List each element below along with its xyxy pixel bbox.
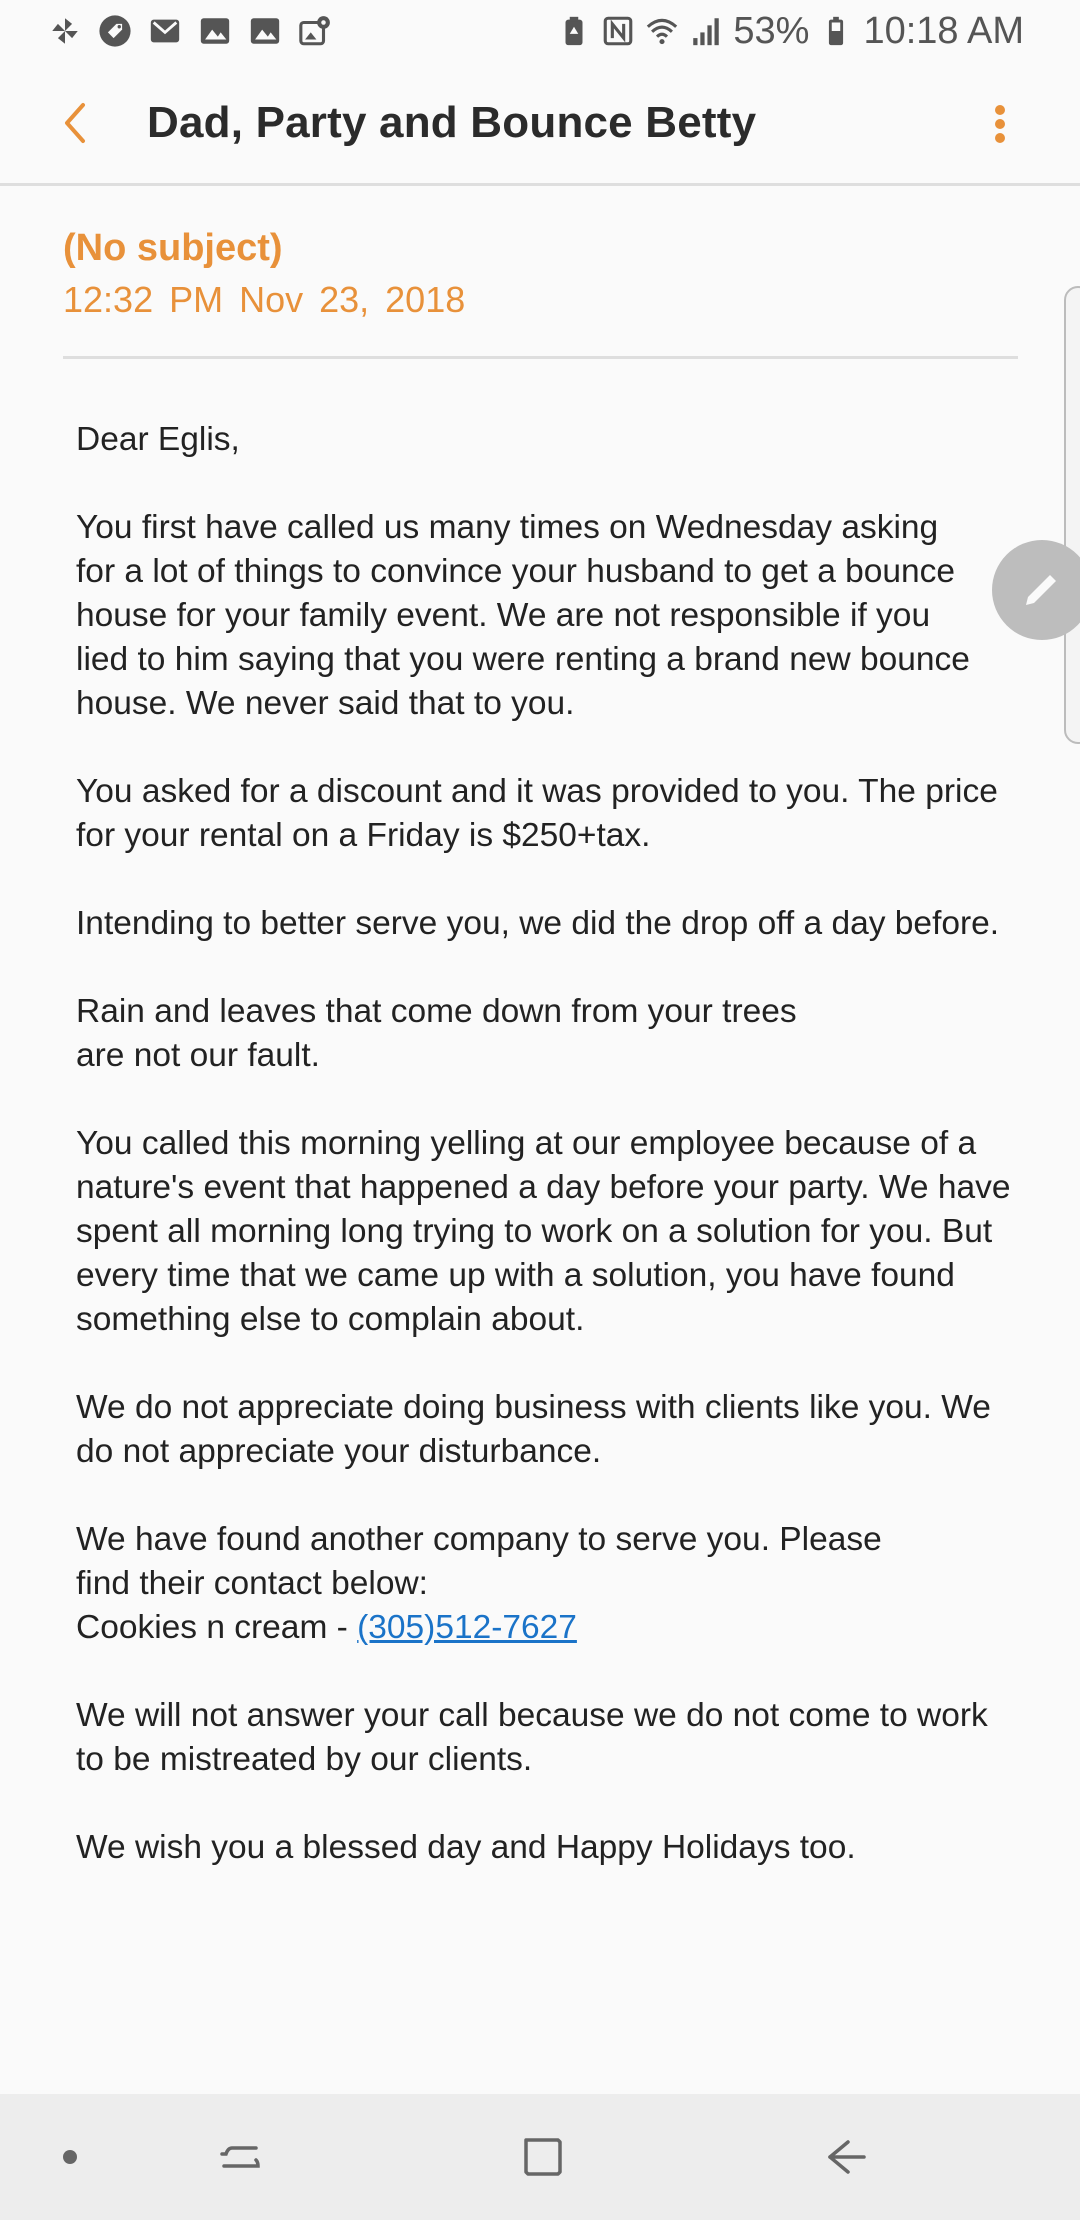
home-icon [518, 2132, 568, 2182]
chevron-left-icon [55, 95, 95, 151]
gallery-icon [198, 14, 232, 48]
header-divider [63, 356, 1018, 359]
clock: 10:18 AM [863, 9, 1024, 52]
email-header [63, 222, 1018, 326]
battery-percent: 53% [733, 9, 810, 52]
phone-link[interactable]: (305)512-7627 [357, 1609, 577, 1646]
email-body [76, 418, 1016, 1914]
conversation-title: Dad, Party and Bounce Betty [147, 97, 757, 147]
body-paragraph: Rain and leaves that come down from your trees are not our fault. [76, 993, 797, 1074]
email-datetime: 12:32 PM Nov 23, 2018 [63, 279, 466, 320]
back-button[interactable] [20, 61, 130, 185]
edge-panel-handle[interactable] [1064, 286, 1080, 744]
nav-dot-button[interactable] [30, 2094, 110, 2220]
body-paragraph: We wish you a blessed day and Happy Holidays too. [76, 1829, 856, 1866]
body-paragraph: Intending to better serve you, we did the drop off a day before. [76, 905, 1000, 942]
back-icon [822, 2132, 872, 2182]
gmail-icon [148, 14, 182, 48]
more-vert-icon [990, 96, 1010, 152]
tag-icon [98, 14, 132, 48]
pencil-icon [1016, 565, 1066, 615]
body-paragraph: Dear Eglis, [76, 421, 240, 458]
pinwheel-icon [48, 14, 82, 48]
gallery-icon [248, 14, 282, 48]
battery-saver-icon [557, 14, 591, 48]
recents-icon [216, 2132, 264, 2182]
more-options-button[interactable] [960, 62, 1040, 186]
battery-icon [819, 14, 853, 48]
location-image-icon [298, 14, 332, 48]
home-button[interactable] [493, 2094, 593, 2220]
back-nav-button[interactable] [797, 2094, 897, 2220]
wifi-icon [645, 14, 679, 48]
status-bar [0, 0, 1080, 62]
system-status [557, 10, 1080, 53]
body-paragraph: You first have called us many times on Wednesday asking for a lot of things to convince your husband to get a bounce house for your family event. We are not responsible if you lied to him saying that you were renting a brand new bounce house. We never said that to you. [76, 509, 970, 722]
recents-button[interactable] [190, 2094, 290, 2220]
email-subject: (No subject) [63, 227, 283, 269]
body-paragraph: You asked for a discount and it was provided to you. The price for your rental on a Friday is $250+tax. [76, 773, 998, 854]
dot-icon [60, 2147, 80, 2167]
nfc-icon [601, 14, 635, 48]
body-paragraph: You called this morning yelling at our employee because of a nature's event that happened a day before your party. We have spent all morning long trying to work on a solution for you. But every time that we came up with a solution, you have found something else to complain about. [76, 1125, 1011, 1338]
body-paragraph: We do not appreciate doing business with clients like you. We do not appreciate your disturbance. [76, 1389, 991, 1470]
contact-paragraph [76, 1518, 1016, 1650]
app-bar [0, 62, 1080, 186]
signal-icon [689, 14, 723, 48]
body-paragraph: We will not answer your call because we do not come to work to be mistreated by our clients. [76, 1697, 988, 1778]
contact-text: We have found another company to serve you. Please find their contact below: Cookies n cream - [76, 1521, 882, 1646]
navigation-bar [0, 2094, 1080, 2220]
notification-icons [0, 14, 332, 48]
